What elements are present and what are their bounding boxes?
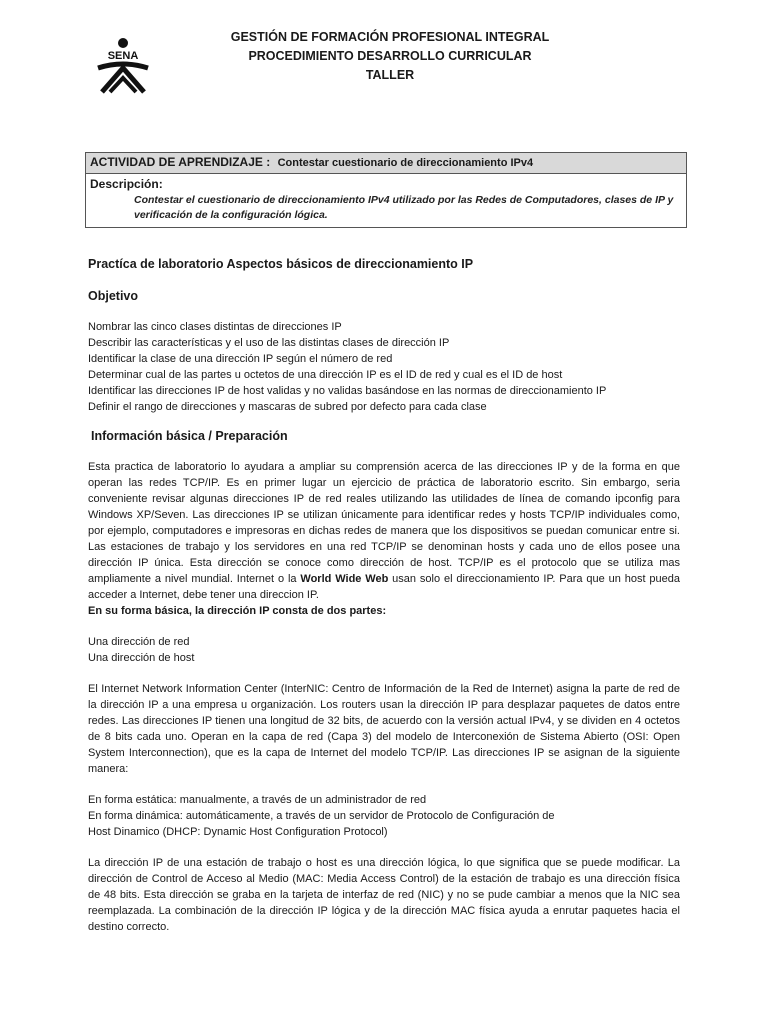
objective-title: Objetivo xyxy=(88,289,139,303)
info-title: Información básica / Preparación xyxy=(91,429,288,443)
assignment-item: En forma estática: manualmente, a través de un administrador de red xyxy=(88,794,427,806)
info-paragraph-3: La dirección IP de una estación de trabajo o host es una dirección lógica, lo que significa que se puede modificar. La dirección de Control de Acceso al Medio (MAC: Media Access Control) de la estación de trabajo es una dirección física de 48 bits. Esta dirección se graba en la tarjeta de interfaz de red (NIC) y no se pude cambiar a menos que la NIC sea reemplazada. La combinación de la dirección IP lógica y de la dirección MAC física ayuda a enrutar paquetes hacia el destino correcto. xyxy=(88,857,680,933)
objective-list xyxy=(88,319,680,415)
assignment-list xyxy=(88,792,680,840)
objective-item: Describir las características y el uso de las distintas clases de dirección IP xyxy=(88,337,450,349)
description-text: Contestar el cuestionario de direccionamiento IPv4 utilizado por las Redes de Computadores, clases de IP y verificación de la configuración lógica. xyxy=(134,194,674,221)
info-paragraph-1 xyxy=(88,459,680,603)
ip-part-item: Una dirección de host xyxy=(88,652,195,664)
para1-text-a: Esta practica de laboratorio lo ayudara a ampliar su comprensión acerca de las direcciones IP y de la forma en que operan las redes TCP/IP. Es en primer lugar un ejercicio de práctica de laboratorio escrito. Sin embargo, seria conveniente revisar algunas direcciones IP de red reales utilizando las utilidades de línea de comando ipconfig para Windows XP/Seven. Las direcciones IP se utilizan únicamente para identificar redes y hosts TCP/IP individuales como, por ejemplo, computadores e impresoras en dichas redes de manera que los dispositivos se puedan comunicar entre si. Las estaciones de trabajo y los servidores en una red TCP/IP se denominan hosts y cada uno de ellos posee una dirección IP única. Esta dirección se conoce como dirección de host. TCP/IP es el protocolo que se utiliza mas ampliamente a nivel mundial. Internet o la xyxy=(88,461,680,585)
document-header xyxy=(180,28,600,85)
main-content xyxy=(88,255,680,935)
activity-label: ACTIVIDAD DE APRENDIZAJE : xyxy=(90,155,271,169)
objective-item: Identificar las direcciones IP de host validas y no validas basándose en las normas de direccionamiento IP xyxy=(88,385,607,397)
info-paragraph-2: El Internet Network Information Center (InterNIC: Centro de Información de la Red de Internet) asigna la parte de red de la dirección IP a una empresa u organización. Los routers usan la dirección IP para desplazar paquetes de datos entre redes. Las direcciones IP tienen una longitud de 32 bits, de acuerdo con la versión actual IPv4, y se dividen en 4 octetos de 8 bits cada uno. Operan en la capa de red (Capa 3) del modelo de Interconexión de Sistema Abierto (OSI: Open System Interconnection), que es la capa de Internet del modelo TCP/IP. Las direcciones IP se asignan de la siguiente manera: xyxy=(88,683,680,775)
ip-parts-list xyxy=(88,634,680,666)
ip-part-item: Una dirección de red xyxy=(88,636,190,648)
sena-logo xyxy=(92,38,154,94)
description-label: Descripción: xyxy=(90,177,163,191)
activity-header xyxy=(86,153,686,174)
assignment-item: Host Dinamico (DHCP: Dynamic Host Configuration Protocol) xyxy=(88,826,388,838)
objective-item: Identificar la clase de una dirección IP según el número de red xyxy=(88,353,393,365)
objective-item: Determinar cual de las partes u octetos de una dirección IP es el ID de red y cual es el ID de host xyxy=(88,369,563,381)
objective-item: Nombrar las cinco clases distintas de direcciones IP xyxy=(88,321,342,333)
practice-title: Practíca de laboratorio Aspectos básicos de direccionamiento IP xyxy=(88,257,474,271)
www-term: World Wide Web xyxy=(300,573,389,585)
activity-box xyxy=(85,152,687,228)
header-title-1: GESTIÓN DE FORMACIÓN PROFESIONAL INTEGRAL xyxy=(230,30,550,44)
activity-description xyxy=(86,174,686,227)
assignment-item: En forma dinámica: automáticamente, a través de un servidor de Protocolo de Configuración de xyxy=(88,810,555,822)
header-title-3: TALLER xyxy=(365,68,415,82)
logo-text: SENA xyxy=(107,50,139,62)
header-title-2: PROCEDIMIENTO DESARROLLO CURRICULAR xyxy=(248,49,532,63)
objective-item: Definir el rango de direcciones y mascaras de subred por defecto para cada clase xyxy=(88,401,487,413)
ip-parts-intro: En su forma básica, la dirección IP consta de dos partes: xyxy=(88,605,387,617)
para1-text-b: usan solo el direccionamiento IP. Para que un host pueda acceder a Internet, debe tener una direccion IP. xyxy=(88,573,681,601)
activity-value: Contestar cuestionario de direccionamiento IPv4 xyxy=(277,157,534,169)
